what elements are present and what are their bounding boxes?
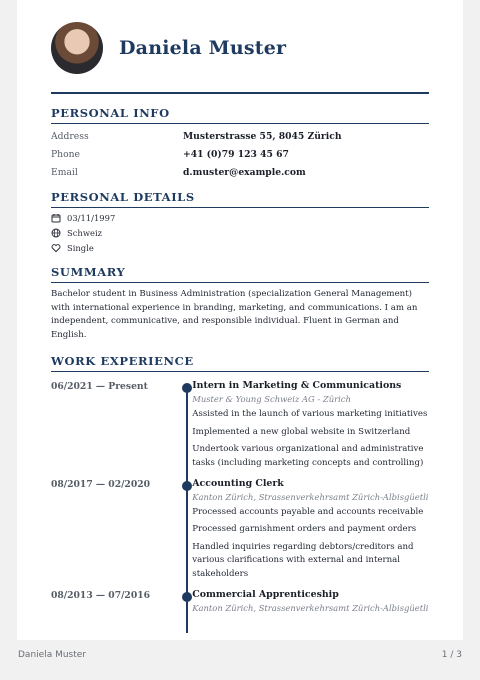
- timeline-dot: [182, 592, 192, 602]
- work-timeline: [51, 380, 429, 613]
- section-title-personal-details: PERSONAL DETAILS: [51, 190, 429, 208]
- job-body: [192, 380, 429, 470]
- profile-photo: [51, 22, 103, 74]
- job-entry: [51, 380, 429, 470]
- job-title: Accounting Clerk: [192, 478, 284, 489]
- job-company: Muster & Young Schweiz AG - Zürich: [192, 394, 351, 405]
- section-title-summary: SUMMARY: [51, 265, 429, 283]
- info-value: d.muster@example.com: [183, 167, 306, 178]
- resume-header: [51, 0, 429, 88]
- job-task: Processed garnishment orders and payment orders: [192, 524, 417, 535]
- job-task: Undertook various organizational and administrative tasks (including marketing concepts and controlling): [192, 444, 424, 468]
- job-title: Commercial Apprenticeship: [192, 589, 339, 601]
- globe-icon: [51, 228, 61, 238]
- job-company: Kanton Zürich, Strassenverkehrsamt Zürich-Albisgüetli: [192, 603, 429, 614]
- resume-page: [17, 0, 463, 640]
- detail-text: Schweiz: [67, 228, 103, 238]
- job-entry: [51, 589, 429, 613]
- person-name: Daniela Muster: [119, 37, 287, 59]
- page-indicator: 1 / 3: [441, 650, 462, 660]
- header-divider: [51, 92, 429, 94]
- info-label: Email: [51, 167, 78, 178]
- section-title-personal-info: PERSONAL INFO: [51, 106, 429, 124]
- calendar-icon: [51, 213, 61, 223]
- info-value: Musterstrasse 55, 8045 Zürich: [183, 131, 342, 142]
- job-task: Implemented a new global website in Switzerland: [192, 426, 411, 437]
- info-label: Address: [51, 131, 89, 142]
- section-title-work-experience: WORK EXPERIENCE: [51, 354, 429, 372]
- job-task: Processed accounts payable and accounts receivable: [192, 507, 424, 517]
- info-row-phone: [51, 149, 429, 160]
- footer-name: Daniela Muster: [18, 650, 86, 660]
- detail-text: 03/11/1997: [67, 213, 116, 223]
- job-company: Kanton Zürich, Strassenverkehrsamt Zürich-Albisgüetli: [192, 492, 429, 502]
- heart-icon: [51, 243, 61, 253]
- info-value: +41 (0)79 123 45 67: [183, 149, 289, 160]
- job-dates: 08/2013 — 07/2016: [51, 590, 151, 602]
- timeline-dot: [182, 383, 192, 393]
- info-row-email: [51, 167, 429, 178]
- job-title: Intern in Marketing & Communications: [192, 380, 402, 392]
- info-row-address: [51, 131, 429, 142]
- timeline-dot: [182, 481, 192, 491]
- summary-text: Bachelor student in Business Administration (specialization General Management) with international experience in branding, marketing, and communications. I am an independent, communicative, and responsible individual. Fluent in German and English.: [51, 289, 418, 340]
- job-task: Assisted in the launch of various marketing initiatives: [192, 409, 428, 420]
- job-body: [192, 478, 429, 581]
- job-task: Handled inquiries regarding debtors/creditors and various clarifications with external and internal stakeholders: [192, 541, 414, 579]
- job-entry: [51, 478, 429, 581]
- job-dates: 06/2021 — Present: [51, 381, 148, 393]
- detail-row-birthdate: [51, 213, 429, 223]
- info-label: Phone: [51, 149, 80, 160]
- page-footer: [0, 650, 480, 660]
- detail-row-nationality: [51, 228, 429, 238]
- job-dates: 08/2017 — 02/2020: [51, 479, 151, 490]
- job-body: [192, 589, 429, 613]
- detail-text: Single: [67, 243, 94, 253]
- detail-row-marital-status: [51, 243, 429, 253]
